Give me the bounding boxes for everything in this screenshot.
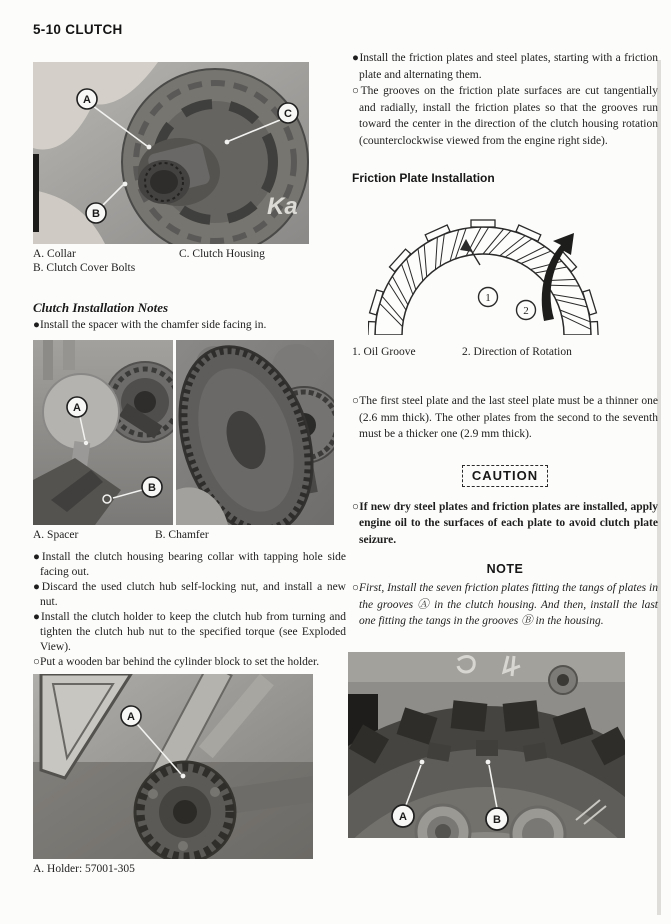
caption-spacer: A. Spacer: [33, 529, 79, 541]
photo-chamfer-gear: [176, 340, 334, 525]
callout-a-marker: [67, 397, 87, 417]
photo1-caption: [33, 247, 346, 275]
photo-clutch-housing: [33, 62, 346, 244]
svg-text:2: 2: [523, 305, 529, 317]
svg-text:B: B: [92, 208, 100, 220]
caption-oil-groove: 1. Oil Groove: [352, 346, 416, 358]
callout-a-marker: [77, 89, 97, 109]
figure-callout-2: [517, 301, 536, 320]
figure-callout-1: [479, 288, 498, 307]
left-column: [33, 55, 346, 876]
caption-direction-of-rotation: 2. Direction of Rotation: [462, 346, 572, 358]
photo-pair-spacer-chamfer: [33, 340, 346, 525]
install-notes-list: [33, 550, 346, 670]
bullet-install-plates: ●Install the friction plates and steel plates, starting with a friction plate and alternating them.: [352, 52, 658, 81]
callout-b-marker: [142, 477, 162, 497]
caption-holder: A. Holder: 57001-305: [33, 863, 135, 875]
photo4-caption: [33, 862, 346, 876]
svg-text:1: 1: [485, 292, 491, 304]
caution-body-text: ○If new dry steel plates and friction plates are installed, apply engine oil to the surfaces of each plate to avoid clutch plate seizure.: [352, 500, 658, 546]
page-title: 5-10 CLUTCH: [33, 22, 123, 37]
caution-label: CAUTION: [462, 465, 548, 487]
bullet-spacer-chamfer: ●Install the spacer with the chamfer side facing in.: [33, 319, 267, 331]
para-steel-plate-thickness: ○The first steel plate and the last steel plate must be a thinner one (2.6 mm thick). The other plates from the second to the seventh must be a thicker one (2.9 mm thick).: [352, 395, 658, 440]
photo-holder-tool: [33, 674, 346, 859]
kawasaki-logo-fragment: Ka: [267, 193, 298, 220]
photo2-caption: [33, 528, 346, 542]
friction-plate-figure: [368, 193, 658, 335]
caption-chamfer: B. Chamfer: [155, 529, 209, 541]
section-heading-clutch-installation-notes: Clutch Installation Notes: [33, 300, 169, 315]
bullet-self-locking-nut: ●Discard the used clutch hub self-locking nut, and install a new nut.: [33, 581, 346, 608]
caption-collar: A. Collar: [33, 248, 76, 260]
svg-text:A: A: [127, 711, 135, 723]
svg-text:A: A: [399, 810, 407, 823]
svg-text:A: A: [73, 402, 81, 414]
bullet-wooden-bar: ○Put a wooden bar behind the cylinder block to set the holder.: [33, 656, 320, 668]
figure-caption: [352, 345, 658, 359]
callout-a-marker: [121, 706, 141, 726]
caution-stamp: [352, 465, 658, 487]
callout-b-marker: [486, 808, 508, 830]
caption-cover-bolts: B. Clutch Cover Bolts: [33, 262, 136, 274]
right-column: [352, 50, 658, 838]
svg-text:B: B: [148, 482, 156, 494]
svg-text:B: B: [493, 813, 501, 826]
note-heading: NOTE: [486, 562, 524, 576]
svg-text:A: A: [83, 94, 91, 106]
callout-b-marker: [86, 203, 106, 223]
bullet-clutch-holder: ●Install the clutch holder to keep the clutch hub from turning and tighten the clutch hub nut to the specified torque (see Exploded View).: [33, 611, 346, 653]
svg-text:C: C: [284, 108, 292, 120]
callout-a-marker: [392, 805, 414, 827]
bullet-bearing-collar: ●Install the clutch housing bearing collar with tapping hole side facing out.: [33, 551, 346, 578]
note-body-text: ○First, Install the seven friction plates fitting the tangs of plates in the grooves Ⓐ in the clutch housing. And then, install the last one fitting the tangs in the grooves Ⓑ in the housing.: [352, 582, 658, 627]
bullet-grooves-direction: ○The grooves on the friction plate surfaces are cut tangentially and radially, install the friction plates so that the grooves run toward the center in the direction of the clutch housing rotation (counterclockwise viewed from the engine right side).: [352, 85, 658, 147]
callout-c-marker: [278, 103, 298, 123]
caption-clutch-housing: C. Clutch Housing: [179, 248, 265, 260]
figure-heading: Friction Plate Installation: [352, 171, 495, 185]
photo-spacer: [33, 340, 173, 525]
photo-plates-in-housing: [348, 652, 658, 838]
